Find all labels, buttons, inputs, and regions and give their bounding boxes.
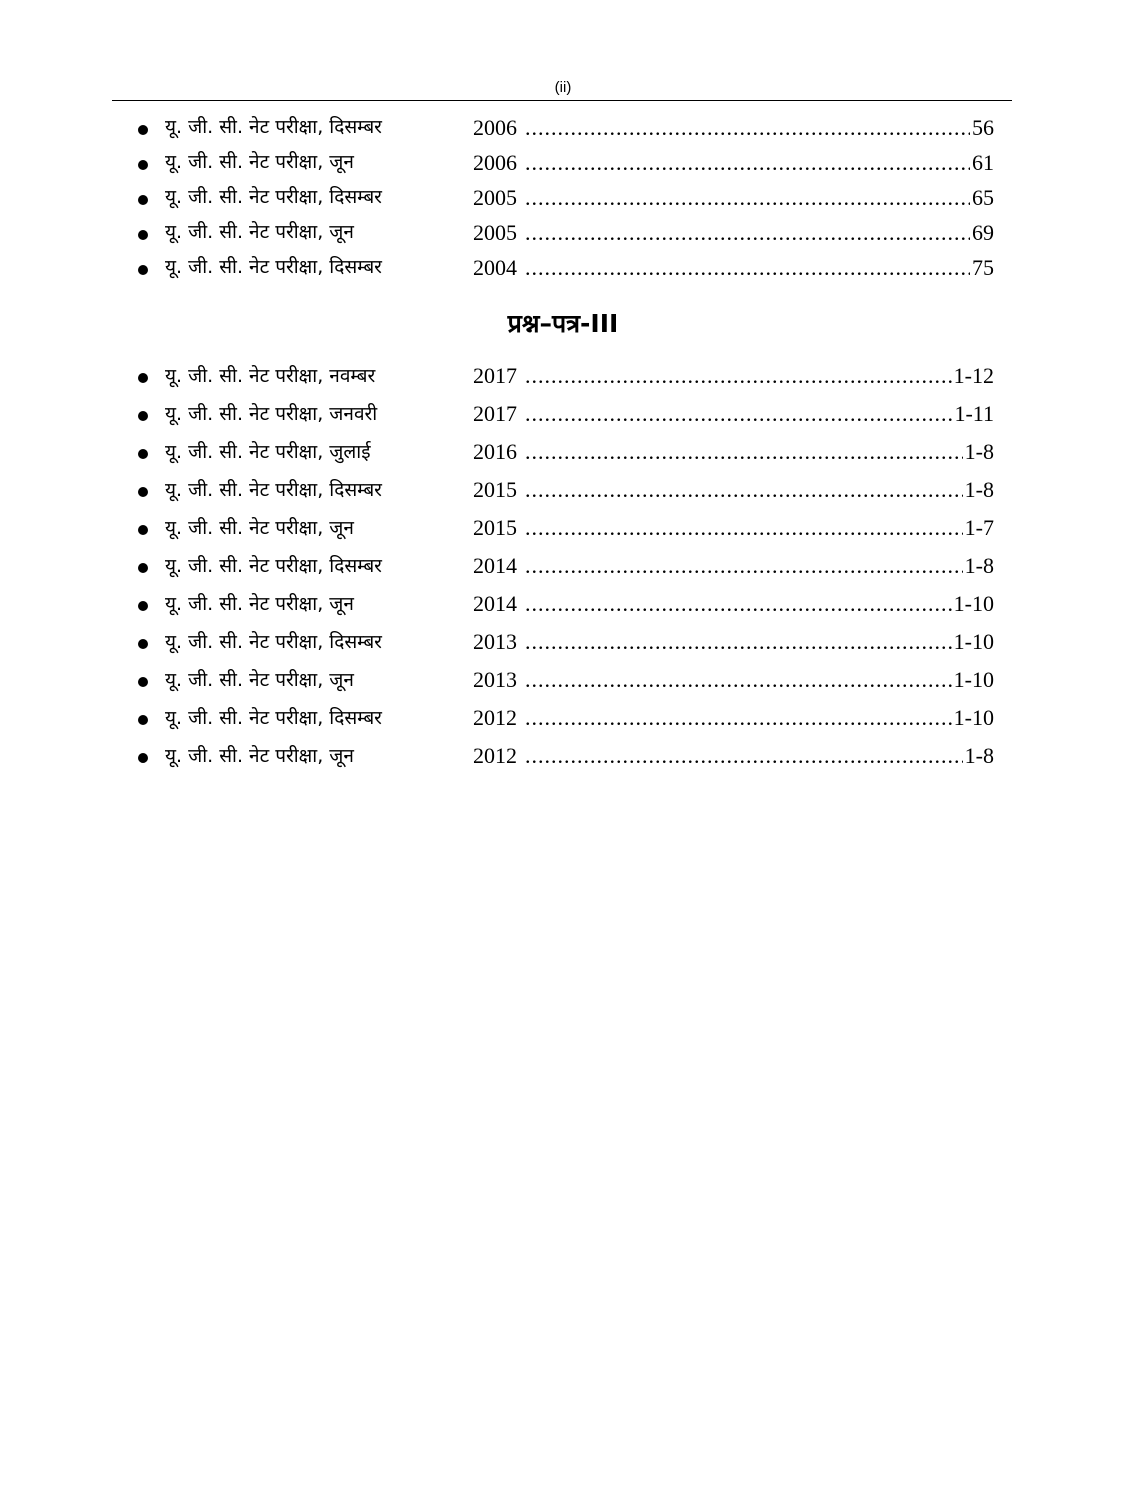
toc-entry[interactable] — [0, 547, 1126, 585]
page-range: 1-10 — [953, 591, 994, 616]
exam-label: यू. जी. सी. नेट परीक्षा, जून — [165, 151, 354, 173]
year-and-pages — [473, 395, 994, 433]
exam-year: 2014 — [473, 591, 517, 616]
exam-year: 2012 — [473, 743, 517, 768]
exam-label: यू. जी. सी. नेट परीक्षा, जून — [165, 221, 354, 243]
bullet-icon — [138, 449, 148, 459]
exam-label: यू. जी. सी. नेट परीक्षा, नवम्बर — [165, 365, 376, 387]
bullet-icon — [138, 525, 148, 535]
exam-label: यू. जी. सी. नेट परीक्षा, दिसम्बर — [165, 707, 382, 729]
page-range: 61 — [972, 150, 994, 175]
toc-list-paper-iii — [0, 357, 1126, 775]
exam-year: 2006 — [473, 150, 517, 175]
toc-entry[interactable] — [0, 145, 1126, 180]
exam-label: यू. जी. सी. नेट परीक्षा, दिसम्बर — [165, 116, 382, 138]
dot-leader — [525, 471, 963, 509]
dot-leader — [525, 110, 970, 145]
bullet-icon — [138, 639, 148, 649]
page-range: 1-10 — [953, 705, 994, 730]
exam-year: 2012 — [473, 705, 517, 730]
bullet-icon — [138, 230, 148, 240]
year-and-pages — [473, 180, 994, 215]
dot-leader — [525, 250, 970, 285]
bullet-icon — [138, 160, 148, 170]
exam-label: यू. जी. सी. नेट परीक्षा, जून — [165, 669, 354, 691]
toc-entry[interactable] — [0, 250, 1126, 285]
page-range: 1-11 — [954, 401, 994, 426]
year-and-pages — [473, 661, 994, 699]
toc-entry[interactable] — [0, 509, 1126, 547]
toc-entry[interactable] — [0, 737, 1126, 775]
dot-leader — [525, 585, 952, 623]
page-range: 1-10 — [953, 629, 994, 654]
year-and-pages — [473, 433, 994, 471]
year-and-pages — [473, 250, 994, 285]
bullet-icon — [138, 563, 148, 573]
page-range: 65 — [972, 185, 994, 210]
toc-entry[interactable] — [0, 661, 1126, 699]
exam-label: यू. जी. सी. नेट परीक्षा, जून — [165, 517, 354, 539]
bullet-icon — [138, 373, 148, 383]
toc-entry[interactable] — [0, 471, 1126, 509]
dot-leader — [525, 661, 952, 699]
toc-entry[interactable] — [0, 357, 1126, 395]
exam-label: यू. जी. सी. नेट परीक्षा, दिसम्बर — [165, 631, 382, 653]
bullet-icon — [138, 125, 148, 135]
year-and-pages — [473, 471, 994, 509]
dot-leader — [525, 547, 963, 585]
year-and-pages — [473, 699, 994, 737]
exam-label: यू. जी. सी. नेट परीक्षा, दिसम्बर — [165, 555, 382, 577]
dot-leader — [525, 623, 952, 661]
toc-entry[interactable] — [0, 585, 1126, 623]
toc-entry[interactable] — [0, 699, 1126, 737]
header-rule — [112, 100, 1012, 101]
exam-label: यू. जी. सी. नेट परीक्षा, दिसम्बर — [165, 479, 382, 501]
dot-leader — [525, 509, 963, 547]
exam-label: यू. जी. सी. नेट परीक्षा, जनवरी — [165, 403, 378, 425]
exam-year: 2013 — [473, 629, 517, 654]
bullet-icon — [138, 265, 148, 275]
year-and-pages — [473, 110, 994, 145]
toc-entry[interactable] — [0, 110, 1126, 145]
dot-leader — [525, 180, 970, 215]
year-and-pages — [473, 623, 994, 661]
exam-label: यू. जी. सी. नेट परीक्षा, जुलाई — [165, 441, 371, 463]
year-and-pages — [473, 585, 994, 623]
page-number: (ii) — [554, 79, 572, 96]
page-range: 1-12 — [953, 363, 994, 388]
bullet-icon — [138, 753, 148, 763]
page-range: 69 — [972, 220, 994, 245]
dot-leader — [525, 699, 952, 737]
section-title: प्रश्न–पत्र-III — [507, 309, 619, 338]
dot-leader — [525, 145, 970, 180]
bullet-icon — [138, 677, 148, 687]
dot-leader — [525, 357, 952, 395]
exam-year: 2004 — [473, 255, 517, 280]
page-range: 1-10 — [953, 667, 994, 692]
toc-entry[interactable] — [0, 395, 1126, 433]
exam-label: यू. जी. सी. नेट परीक्षा, दिसम्बर — [165, 186, 382, 208]
exam-year: 2017 — [473, 401, 517, 426]
year-and-pages — [473, 547, 994, 585]
toc-entry[interactable] — [0, 433, 1126, 471]
page-range: 1-8 — [964, 743, 994, 768]
bullet-icon — [138, 195, 148, 205]
exam-year: 2005 — [473, 185, 517, 210]
page-range: 75 — [972, 255, 994, 280]
toc-entry[interactable] — [0, 623, 1126, 661]
page-range: 1-8 — [964, 439, 994, 464]
exam-year: 2013 — [473, 667, 517, 692]
dot-leader — [525, 433, 963, 471]
exam-label: यू. जी. सी. नेट परीक्षा, जून — [165, 593, 354, 615]
exam-year: 2005 — [473, 220, 517, 245]
year-and-pages — [473, 215, 994, 250]
dot-leader — [525, 395, 952, 433]
bullet-icon — [138, 411, 148, 421]
page-range: 56 — [972, 115, 994, 140]
year-and-pages — [473, 357, 994, 395]
toc-entry[interactable] — [0, 215, 1126, 250]
exam-year: 2014 — [473, 553, 517, 578]
exam-year: 2016 — [473, 439, 517, 464]
year-and-pages — [473, 737, 994, 775]
page-range: 1-7 — [964, 515, 994, 540]
bullet-icon — [138, 601, 148, 611]
dot-leader — [525, 215, 970, 250]
year-and-pages — [473, 509, 994, 547]
dot-leader — [525, 737, 963, 775]
exam-label: यू. जी. सी. नेट परीक्षा, जून — [165, 745, 354, 767]
bullet-icon — [138, 715, 148, 725]
page-range: 1-8 — [964, 477, 994, 502]
toc-list-paper-ii — [0, 110, 1126, 285]
page-range: 1-8 — [964, 553, 994, 578]
toc-entry[interactable] — [0, 180, 1126, 215]
exam-year: 2015 — [473, 515, 517, 540]
bullet-icon — [138, 487, 148, 497]
exam-year: 2017 — [473, 363, 517, 388]
exam-year: 2015 — [473, 477, 517, 502]
exam-label: यू. जी. सी. नेट परीक्षा, दिसम्बर — [165, 256, 382, 278]
exam-year: 2006 — [473, 115, 517, 140]
year-and-pages — [473, 145, 994, 180]
